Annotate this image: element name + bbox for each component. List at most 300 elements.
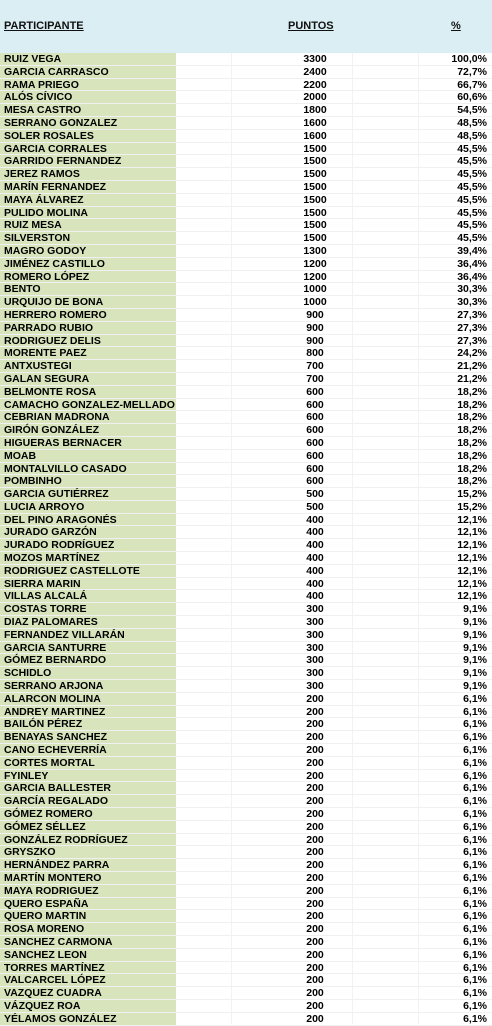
table-row [0, 680, 492, 693]
cell-puntos[interactable]: 3300 [303, 53, 327, 65]
cell-participante[interactable]: ANTXUSTEGI [0, 360, 176, 372]
table-row [0, 450, 492, 463]
table-row [0, 501, 492, 514]
cell-participante[interactable]: ALÓS CÍVICO [0, 91, 176, 103]
table-row [0, 475, 492, 488]
cell-participante[interactable]: SIERRA MARIN [0, 578, 176, 590]
cell-puntos[interactable]: 500 [306, 500, 324, 513]
cell-participante[interactable]: HIGUERAS BERNACER [0, 437, 176, 449]
table-row [0, 309, 492, 322]
table-body [0, 53, 492, 1026]
header-puntos[interactable]: PUNTOS [288, 20, 334, 32]
cell-puntos[interactable]: 500 [306, 488, 324, 501]
cell-participante[interactable]: SILVERSTON [0, 232, 176, 244]
cell-puntos[interactable]: 200 [306, 744, 324, 757]
cell-participante[interactable]: QUERO MARTIN [0, 910, 176, 922]
cell-participante[interactable]: FYINLEY [0, 770, 176, 782]
table-row [0, 104, 492, 117]
cell-puntos[interactable]: 200 [306, 820, 324, 833]
cell-participante[interactable]: GALAN SEGURA [0, 373, 176, 385]
cell-puntos[interactable]: 600 [306, 449, 324, 462]
table-row [0, 347, 492, 360]
cell-percent[interactable]: 9,1% [463, 680, 487, 693]
cell-percent[interactable]: 12,1% [457, 526, 487, 539]
cell-participante[interactable]: JEREZ RAMOS [0, 168, 176, 180]
cell-puntos[interactable]: 200 [306, 999, 324, 1012]
cell-percent[interactable]: 6,1% [463, 756, 487, 769]
cell-participante[interactable]: GÓMEZ SÉLLEZ [0, 821, 176, 833]
cell-puntos[interactable]: 600 [306, 424, 324, 437]
table-row [0, 66, 492, 79]
table-row [0, 437, 492, 450]
cell-percent[interactable]: 6,1% [463, 974, 487, 987]
table-row [0, 386, 492, 399]
cell-participante[interactable]: SANCHEZ CARMONA [0, 936, 176, 948]
table-row [0, 143, 492, 156]
cell-participante[interactable]: CEBRIAN MADRONA [0, 411, 176, 423]
cell-percent[interactable]: 27,3% [457, 308, 487, 321]
cell-participante[interactable]: TORRES MARTÍNEZ [0, 962, 176, 974]
cell-puntos[interactable]: 300 [306, 680, 324, 693]
cell-percent[interactable]: 12,1% [457, 539, 487, 552]
cell-puntos[interactable]: 2200 [303, 78, 327, 91]
cell-participante[interactable]: GIRÓN GONZÁLEZ [0, 424, 176, 436]
cell-participante[interactable]: SCHIDLO [0, 667, 176, 679]
cell-percent[interactable]: 15,2% [457, 500, 487, 513]
table-row [0, 834, 492, 847]
cell-percent[interactable]: 6,1% [463, 731, 487, 744]
cell-participante[interactable]: VAZQUEZ CUADRA [0, 987, 176, 999]
table-row [0, 117, 492, 130]
cell-participante[interactable]: COSTAS TORRE [0, 603, 176, 615]
cell-puntos[interactable]: 300 [306, 603, 324, 616]
table-row [0, 859, 492, 872]
table-row [0, 245, 492, 258]
cell-percent[interactable]: 6,1% [463, 923, 487, 936]
cell-percent[interactable]: 27,3% [457, 321, 487, 334]
cell-participante[interactable]: DEL PINO ARAGONÉS [0, 514, 176, 526]
cell-participante[interactable]: JURADO GARZÓN [0, 526, 176, 538]
cell-percent[interactable]: 6,1% [463, 884, 487, 897]
cell-puntos[interactable]: 1800 [303, 104, 327, 117]
cell-participante[interactable]: MAYA ÁLVAREZ [0, 194, 176, 206]
cell-percent[interactable]: 6,1% [463, 872, 487, 884]
cell-puntos[interactable]: 400 [306, 590, 324, 603]
cell-puntos[interactable]: 400 [306, 577, 324, 590]
table-row [0, 463, 492, 476]
cell-puntos[interactable]: 600 [306, 411, 324, 424]
cell-puntos[interactable]: 1600 [303, 116, 327, 129]
cell-participante[interactable]: MESA CASTRO [0, 104, 176, 116]
cell-participante[interactable]: GARCIA CORRALES [0, 143, 176, 155]
cell-puntos[interactable]: 600 [306, 385, 324, 398]
cell-participante[interactable]: MOAB [0, 450, 176, 462]
table-row [0, 974, 492, 987]
cell-percent[interactable]: 6,1% [463, 846, 487, 859]
cell-participante[interactable]: MAGRO GODOY [0, 245, 176, 257]
cell-participante[interactable]: RUIZ VEGA [0, 53, 176, 65]
cell-puntos[interactable]: 200 [306, 718, 324, 731]
cell-participante[interactable]: RUIZ MESA [0, 219, 176, 231]
table-row [0, 757, 492, 770]
cell-percent[interactable]: 6,1% [463, 820, 487, 833]
table-row [0, 898, 492, 911]
cell-puntos[interactable]: 1600 [303, 129, 327, 142]
cell-puntos[interactable]: 200 [306, 705, 324, 718]
table-row [0, 590, 492, 603]
table-row [0, 552, 492, 565]
cell-percent[interactable]: 12,1% [457, 590, 487, 603]
table-row [0, 770, 492, 783]
cell-puntos[interactable]: 200 [306, 987, 324, 1000]
table-row [0, 744, 492, 757]
cell-puntos[interactable]: 1000 [303, 296, 327, 309]
cell-puntos[interactable]: 200 [306, 897, 324, 910]
cell-percent[interactable]: 9,1% [463, 641, 487, 654]
cell-participante[interactable]: SANCHEZ LEON [0, 949, 176, 961]
table-row [0, 808, 492, 821]
cell-percent[interactable]: 6,1% [463, 744, 487, 757]
cell-percent[interactable]: 18,2% [457, 411, 487, 424]
table-row [0, 578, 492, 591]
table-row [0, 949, 492, 962]
cell-participante[interactable]: MAYA RODRIGUEZ [0, 885, 176, 897]
cell-puntos[interactable]: 400 [306, 513, 324, 526]
cell-participante[interactable]: GARCÍA REGALADO [0, 795, 176, 807]
cell-participante[interactable]: MARÍN FERNANDEZ [0, 181, 176, 193]
cell-puntos[interactable]: 1200 [303, 270, 327, 283]
cell-percent[interactable]: 6,1% [463, 987, 487, 1000]
cell-percent[interactable]: 45,5% [457, 206, 487, 219]
cell-percent[interactable]: 18,2% [457, 475, 487, 488]
table-row [0, 693, 492, 706]
cell-participante[interactable]: GARCIA SANTURRE [0, 642, 176, 654]
cell-percent[interactable]: 30,3% [457, 296, 487, 309]
cell-puntos[interactable]: 700 [306, 360, 324, 373]
cell-puntos[interactable]: 1500 [303, 206, 327, 219]
cell-puntos[interactable]: 300 [306, 654, 324, 667]
table-row [0, 795, 492, 808]
cell-percent[interactable]: 12,1% [457, 513, 487, 526]
cell-participante[interactable]: GRYSZKO [0, 846, 176, 858]
cell-puntos[interactable]: 200 [306, 782, 324, 795]
cell-participante[interactable]: CAMACHO GONZALEZ-MELLADO [0, 399, 176, 411]
cell-participante[interactable]: VALCARCEL LÓPEZ [0, 974, 176, 986]
cell-percent[interactable]: 6,1% [463, 948, 487, 961]
table-row [0, 821, 492, 834]
cell-participante[interactable]: HERRERO ROMERO [0, 309, 176, 321]
cell-participante[interactable]: VÁZQUEZ ROA [0, 1000, 176, 1012]
cell-percent[interactable]: 6,1% [463, 910, 487, 923]
cell-percent[interactable]: 6,1% [463, 961, 487, 974]
cell-participante[interactable]: RODRIGUEZ DELIS [0, 335, 176, 347]
cell-participante[interactable]: FERNANDEZ VILLARÁN [0, 629, 176, 641]
cell-percent[interactable]: 18,2% [457, 449, 487, 462]
table-row [0, 219, 492, 232]
cell-percent[interactable]: 36,4% [457, 257, 487, 270]
cell-puntos[interactable]: 200 [306, 923, 324, 936]
cell-puntos[interactable]: 200 [306, 1012, 324, 1025]
cell-participante[interactable]: JURADO RODRÍGUEZ [0, 539, 176, 551]
header-participante[interactable]: PARTICIPANTE [4, 20, 84, 32]
cell-percent[interactable]: 48,5% [457, 116, 487, 129]
table-row [0, 718, 492, 731]
table-row [0, 271, 492, 284]
table-row [0, 846, 492, 859]
cell-participante[interactable]: JIMÉNEZ CASTILLO [0, 258, 176, 270]
table-row [0, 616, 492, 629]
cell-percent[interactable]: 24,2% [457, 347, 487, 360]
cell-percent[interactable]: 9,1% [463, 616, 487, 629]
cell-percent[interactable]: 6,1% [463, 859, 487, 872]
cell-participante[interactable]: VILLAS ALCALÁ [0, 590, 176, 602]
cell-puntos[interactable]: 200 [306, 769, 324, 782]
cell-percent[interactable]: 18,2% [457, 462, 487, 475]
cell-puntos[interactable]: 900 [306, 321, 324, 334]
table-row [0, 155, 492, 168]
table-row [0, 411, 492, 424]
cell-puntos[interactable]: 700 [306, 372, 324, 385]
cell-puntos[interactable]: 200 [306, 961, 324, 974]
cell-participante[interactable]: ROSA MORENO [0, 923, 176, 935]
cell-percent[interactable]: 45,5% [457, 219, 487, 232]
table-row [0, 360, 492, 373]
cell-puntos[interactable]: 200 [306, 795, 324, 808]
cell-participante[interactable]: PULIDO MOLINA [0, 207, 176, 219]
cell-puntos[interactable]: 200 [306, 731, 324, 744]
cell-participante[interactable]: GONZÁLEZ RODRÍGUEZ [0, 834, 176, 846]
header-percent[interactable]: % [451, 20, 461, 32]
cell-puntos[interactable]: 1500 [303, 142, 327, 155]
cell-participante[interactable]: RODRIGUEZ CASTELLOTE [0, 565, 176, 577]
header-row [0, 0, 492, 53]
table-row [0, 782, 492, 795]
table-row [0, 335, 492, 348]
cell-puntos[interactable]: 1500 [303, 155, 327, 168]
cell-puntos[interactable]: 300 [306, 667, 324, 680]
cell-participante[interactable]: CORTES MORTAL [0, 757, 176, 769]
cell-puntos[interactable]: 1500 [303, 193, 327, 206]
cell-percent[interactable]: 6,1% [463, 705, 487, 718]
cell-percent[interactable]: 45,5% [457, 180, 487, 193]
cell-percent[interactable]: 6,1% [463, 718, 487, 731]
cell-participante[interactable]: BENTO [0, 283, 176, 295]
table-row [0, 232, 492, 245]
table-row [0, 322, 492, 335]
table-row [0, 706, 492, 719]
table-row [0, 296, 492, 309]
cell-participante[interactable]: MONTALVILLO CASADO [0, 463, 176, 475]
cell-puntos[interactable]: 600 [306, 398, 324, 411]
cell-puntos[interactable]: 1300 [303, 244, 327, 257]
table-row [0, 283, 492, 296]
cell-puntos[interactable]: 1500 [303, 219, 327, 232]
cell-puntos[interactable]: 200 [306, 833, 324, 846]
cell-puntos[interactable]: 2000 [303, 91, 327, 104]
cell-puntos[interactable]: 600 [306, 462, 324, 475]
cell-puntos[interactable]: 200 [306, 692, 324, 705]
cell-participante[interactable]: SOLER ROSALES [0, 130, 176, 142]
cell-participante[interactable]: GÓMEZ ROMERO [0, 808, 176, 820]
cell-puntos[interactable]: 200 [306, 884, 324, 897]
cell-percent[interactable]: 60,6% [457, 91, 487, 104]
cell-percent[interactable]: 6,1% [463, 897, 487, 910]
cell-percent[interactable]: 72,7% [457, 65, 487, 78]
cell-puntos[interactable]: 1500 [303, 232, 327, 245]
cell-puntos[interactable]: 400 [306, 552, 324, 565]
cell-puntos[interactable]: 200 [306, 910, 324, 923]
cell-participante[interactable]: GARCIA CARRASCO [0, 66, 176, 78]
table-row [0, 872, 492, 885]
cell-percent[interactable]: 27,3% [457, 334, 487, 347]
cell-percent[interactable]: 6,1% [463, 782, 487, 795]
table-row [0, 488, 492, 501]
cell-percent[interactable]: 15,2% [457, 488, 487, 501]
table-row [0, 207, 492, 220]
cell-percent[interactable]: 30,3% [457, 283, 487, 296]
cell-participante[interactable]: GARRIDO FERNANDEZ [0, 155, 176, 167]
cell-percent[interactable]: 6,1% [463, 692, 487, 705]
cell-puntos[interactable]: 200 [306, 935, 324, 948]
cell-puntos[interactable]: 200 [306, 846, 324, 859]
cell-percent[interactable]: 21,2% [457, 360, 487, 373]
table-row [0, 987, 492, 1000]
cell-percent[interactable]: 6,1% [463, 935, 487, 948]
cell-puntos[interactable]: 200 [306, 756, 324, 769]
cell-participante[interactable]: SERRANO GONZALEZ [0, 117, 176, 129]
cell-percent[interactable]: 45,5% [457, 142, 487, 155]
cell-percent[interactable]: 6,1% [463, 808, 487, 821]
cell-participante[interactable]: ANDREY MARTINEZ [0, 706, 176, 718]
cell-participante[interactable]: QUERO ESPAÑA [0, 898, 176, 910]
cell-puntos[interactable]: 900 [306, 308, 324, 321]
table-row [0, 194, 492, 207]
cell-percent[interactable]: 9,1% [463, 603, 487, 616]
cell-percent[interactable]: 45,5% [457, 232, 487, 245]
cell-puntos[interactable]: 200 [306, 974, 324, 987]
cell-participante[interactable]: YÉLAMOS GONZÁLEZ [0, 1013, 176, 1025]
cell-percent[interactable]: 9,1% [463, 628, 487, 641]
cell-puntos[interactable]: 600 [306, 475, 324, 488]
cell-participante[interactable]: DIAZ PALOMARES [0, 616, 176, 628]
cell-participante[interactable]: MOZOS MARTÍNEZ [0, 552, 176, 564]
cell-puntos[interactable]: 200 [306, 808, 324, 821]
cell-participante[interactable]: POMBINHO [0, 475, 176, 487]
cell-percent[interactable]: 45,5% [457, 193, 487, 206]
cell-percent[interactable]: 45,5% [457, 168, 487, 181]
table-row [0, 667, 492, 680]
cell-puntos[interactable]: 200 [306, 948, 324, 961]
cell-percent[interactable]: 18,2% [457, 385, 487, 398]
cell-percent[interactable]: 36,4% [457, 270, 487, 283]
cell-participante[interactable]: ALARCON MOLINA [0, 693, 176, 705]
cell-percent[interactable]: 9,1% [463, 667, 487, 680]
cell-participante[interactable]: BELMONTE ROSA [0, 386, 176, 398]
cell-participante[interactable]: MARTÍN MONTERO [0, 872, 176, 884]
cell-participante[interactable]: MORENTE PAEZ [0, 347, 176, 359]
table-row [0, 936, 492, 949]
cell-participante[interactable]: GARCIA GUTIÉRREZ [0, 488, 176, 500]
cell-puntos[interactable]: 400 [306, 539, 324, 552]
table-row [0, 514, 492, 527]
cell-participante[interactable]: RAMA PRIEGO [0, 79, 176, 91]
cell-puntos[interactable]: 1200 [303, 257, 327, 270]
table-row [0, 79, 492, 92]
cell-percent[interactable]: 21,2% [457, 372, 487, 385]
table-row [0, 539, 492, 552]
cell-percent[interactable]: 6,1% [463, 833, 487, 846]
cell-puntos[interactable]: 1500 [303, 168, 327, 181]
cell-participante[interactable]: GARCIA BALLESTER [0, 782, 176, 794]
table-row [0, 642, 492, 655]
cell-puntos[interactable]: 1500 [303, 180, 327, 193]
cell-percent[interactable]: 12,1% [457, 577, 487, 590]
cell-percent[interactable]: 18,2% [457, 398, 487, 411]
cell-puntos[interactable]: 300 [306, 616, 324, 629]
cell-participante[interactable]: BENAYAS SANCHEZ [0, 731, 176, 743]
cell-puntos[interactable]: 400 [306, 526, 324, 539]
cell-participante[interactable]: GÓMEZ BERNARDO [0, 654, 176, 666]
cell-percent[interactable]: 48,5% [457, 129, 487, 142]
cell-puntos[interactable]: 600 [306, 436, 324, 449]
cell-puntos[interactable]: 2400 [303, 65, 327, 78]
table-row [0, 731, 492, 744]
table-row [0, 565, 492, 578]
cell-percent[interactable]: 66,7% [457, 78, 487, 91]
table-row [0, 1000, 492, 1013]
cell-puntos[interactable]: 800 [306, 347, 324, 360]
table-row [0, 373, 492, 386]
cell-puntos[interactable]: 200 [306, 859, 324, 872]
table-row [0, 399, 492, 412]
cell-participante[interactable]: PARRADO RUBIO [0, 322, 176, 334]
cell-participante[interactable]: HERNÁNDEZ PARRA [0, 859, 176, 871]
table-row [0, 130, 492, 143]
cell-puntos[interactable]: 300 [306, 628, 324, 641]
cell-participante[interactable]: BAILÓN PÉREZ [0, 718, 176, 730]
table-row [0, 654, 492, 667]
cell-percent[interactable]: 18,2% [457, 424, 487, 437]
table-row [0, 923, 492, 936]
cell-percent[interactable]: 18,2% [457, 436, 487, 449]
table-row [0, 424, 492, 437]
cell-puntos[interactable]: 1000 [303, 283, 327, 296]
cell-puntos[interactable]: 300 [306, 641, 324, 654]
cell-puntos[interactable]: 900 [306, 334, 324, 347]
cell-participante[interactable]: LUCIA ARROYO [0, 501, 176, 513]
cell-participante[interactable]: CANO ECHEVERRÍA [0, 744, 176, 756]
cell-participante[interactable]: SERRANO ARJONA [0, 680, 176, 692]
cell-participante[interactable]: ROMERO LÓPEZ [0, 271, 176, 283]
cell-percent[interactable]: 6,1% [463, 769, 487, 782]
cell-percent[interactable]: 6,1% [463, 999, 487, 1012]
cell-puntos[interactable]: 200 [306, 872, 324, 884]
cell-puntos[interactable]: 400 [306, 564, 324, 577]
cell-percent[interactable]: 54,5% [457, 104, 487, 117]
cell-percent[interactable]: 100,0% [451, 53, 487, 65]
cell-percent[interactable]: 9,1% [463, 654, 487, 667]
cell-percent[interactable]: 6,1% [463, 1012, 487, 1025]
cell-percent[interactable]: 6,1% [463, 795, 487, 808]
table-row [0, 910, 492, 923]
cell-percent[interactable]: 12,1% [457, 564, 487, 577]
cell-percent[interactable]: 39,4% [457, 244, 487, 257]
cell-percent[interactable]: 45,5% [457, 155, 487, 168]
cell-percent[interactable]: 12,1% [457, 552, 487, 565]
table-row [0, 258, 492, 271]
cell-participante[interactable]: URQUIJO DE BONA [0, 296, 176, 308]
table-row [0, 168, 492, 181]
